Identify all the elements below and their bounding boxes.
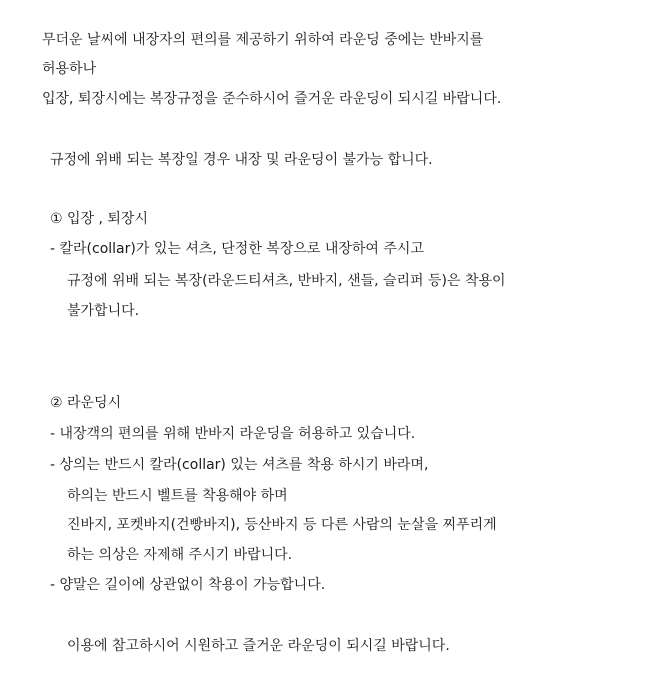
section-2-bullet-2-line-3: 진바지, 포켓바지(건빵바지), 등산바지 등 다른 사람의 눈살을 찌푸리게 bbox=[67, 517, 497, 533]
section-1-bullet-1-line-3: 불가합니다. bbox=[67, 303, 140, 319]
section-2-bullet-2-line-2: 하의는 반드시 벨트를 착용해야 하며 bbox=[67, 488, 288, 504]
section-1-heading: ① 입장 , 퇴장시 bbox=[50, 211, 148, 227]
intro-line-2: 허용하나 bbox=[42, 61, 97, 77]
intro-line-1: 무더운 날씨에 내장자의 편의를 제공하기 위하여 라운딩 중에는 반바지를 bbox=[42, 32, 484, 48]
closing-text: 이용에 참고하시어 시원하고 즐거운 라운딩이 되시길 바랍니다. bbox=[67, 638, 450, 654]
section-2-bullet-1: - 내장객의 편의를 위해 반바지 라운딩을 허용하고 있습니다. bbox=[50, 426, 416, 442]
section-1-bullet-1-line-1: - 칼라(collar)가 있는 셔츠, 단정한 복장으로 내장하여 주시고 bbox=[50, 241, 424, 257]
section-2-bullet-2-line-4: 하는 의상은 자제해 주시기 바랍니다. bbox=[67, 547, 293, 563]
section-1-bullet-1-line-2: 규정에 위배 되는 복장(라운드티셔츠, 반바지, 샌들, 슬리퍼 등)은 착용이 bbox=[67, 273, 506, 289]
section-2-bullet-3: - 양말은 길이에 상관없이 착용이 가능합니다. bbox=[50, 577, 326, 593]
section-2-bullet-2-line-1: - 상의는 반드시 칼라(collar) 있는 셔츠를 착용 하시기 바라며, bbox=[50, 457, 429, 473]
intro-line-3: 입장, 퇴장시에는 복장규정을 준수하시어 즐거운 라운딩이 되시길 바랍니다. bbox=[42, 91, 502, 107]
section-2-heading: ② 라운딩시 bbox=[50, 395, 122, 411]
warning-text: 규정에 위배 되는 복장일 경우 내장 및 라운딩이 불가능 합니다. bbox=[50, 152, 433, 168]
